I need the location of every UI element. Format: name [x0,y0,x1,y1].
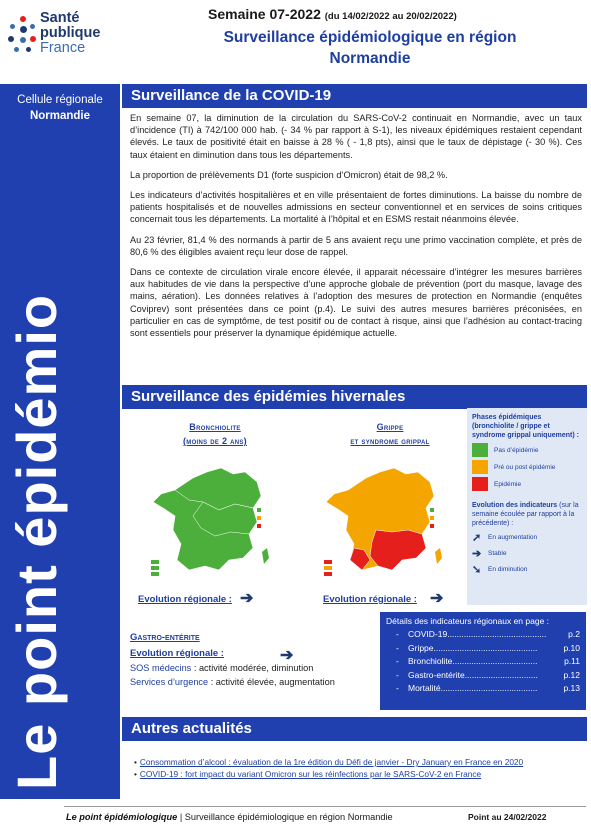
logo-line3: France [40,40,86,56]
footer-subtitle: | Surveillance épidémiologique en région Normandie [177,812,393,822]
logo-line2: publique [40,25,101,41]
details-row[interactable]: - Mortalité......................................... p.13 [386,682,580,696]
winter-section-heading: Surveillance des épidémies hivernales [122,385,587,409]
bronchiolite-title-line1: Bronchiolite [189,422,241,432]
details-row-name: Grippe............................................ [408,642,538,653]
details-heading: Détails des indicateurs régionaux en page : [386,616,550,626]
stable-arrow-icon: ➔ [430,590,444,607]
urgences-value: : activité élevée, augmentation [208,677,335,687]
legend-label: Pré ou post épidémie [494,463,556,471]
news-list [134,756,584,780]
legend-label: Pas d’épidémie [494,446,539,454]
week-dates: (du 14/02/2022 au 20/02/2022) [324,11,457,22]
page-title [150,27,590,69]
news-link[interactable]: • COVID-19 : fort impact du variant Omicron sur les réinfections par le SARS-CoV-2 en France [134,768,584,780]
legend-label: Stable [488,550,507,557]
details-row-name: Mortalité......................................... [408,683,538,693]
stable-arrow-icon: ➔ [472,548,482,560]
covid-paragraph: La proportion de prélèvements D1 (forte suspicion d’Omicron) était de 98,2 %. [130,169,448,180]
bronchiolite-title-line2: (moins de 2 ans) [183,436,247,446]
details-row[interactable]: - COVID-19.......................................... p.2 [386,628,580,642]
red-swatch [472,477,488,491]
details-row[interactable]: - Gastro-entérite............................... p.12 [386,669,580,683]
covid-paragraph: En semaine 07, la diminution de la circulation du SARS-CoV-2 continuait en Normandie, avec un taux d’incidence (TI) à 742/100 000 hab. (- 34 % par rapport à S-1), les niveaux épidémiques restaient cependant élevés. Le taux de positivité était en baisse à 28 % ( - 1,8 pts), ainsi que le taux de dépistage (- 30 %). Ces taux étaient en diminution dans tous les départements. [130,113,582,160]
bronchiolite-france-map [145,460,275,580]
cell-label-line1: Cellule régionale [17,94,103,106]
grippe-evolution: Evolution régionale : [323,594,417,605]
details-row-page: p.2 [568,629,580,639]
details-row[interactable]: - Bronchiolite.................................... p.11 [386,655,580,669]
details-row-name: Gastro-entérite............................... [408,669,538,680]
gastro-sos-line [130,661,370,675]
legend-label: Epidémie [494,480,522,488]
news-link[interactable]: • Consommation d’alcool : évaluation de la 1re édition du Défi de janvier - Dry January en France en 2020 [134,756,584,768]
increase-arrow-icon: ➚ [472,532,482,544]
grippe-france-map [318,460,448,580]
gastro-evolution: Evolution régionale : [130,648,224,659]
legend-row [472,531,582,544]
cell-label [0,92,120,124]
covid-section-heading: Surveillance de la COVID-19 [122,84,587,108]
gastro-urgences-line [130,675,370,689]
sos-value: : activité modérée, diminution [191,663,314,673]
footer-brand: Le point épidémiologique [66,812,178,822]
covid-paragraph: Au 23 février, 81,4 % des normands à partir de 5 ans avaient reçu une primo vaccination complète, et près de 80,6 % des éligibles avaient reçu leur dose de rappel. [130,234,582,257]
decrease-arrow-icon: ➘ [472,564,482,576]
news-section-heading: Autres actualités [122,717,587,741]
map-legend [467,408,587,605]
details-row[interactable]: - Grippe............................................ p.10 [386,642,580,656]
grippe-title [330,420,450,448]
urgences-label: Services d’urgence [130,677,209,687]
logo-line1: Santé [40,10,80,26]
stable-arrow-icon: ➔ [280,647,294,664]
covid-body [130,112,582,347]
logo-dots-icon [8,16,38,56]
footer-date: Point au 24/02/2022 [468,812,547,822]
covid-paragraph: Dans ce contexte de circulation virale encore élevée, il apparait nécessaire d’intégrer les mesures barrières aux habitudes de vie dans la perspective d’une approche globale de prévention (port du masque, lavage des mains, aération). Les données relatives à l’adoption des mesures de protection en Normandie (enquêtes Coviprev) sont présentées dans ce point (p.4). Le suivi des autres mesures barrières préconisées, en particulier en cas de symptôme, de test positif ou de contact à risque, ainsi que l’adhésion au contact-tracing sont essentiels pour préserver la dynamique épidémique actuelle. [130,267,582,339]
details-row-page: p.11 [564,656,580,666]
details-row-name: Bronchiolite.................................... [408,656,538,666]
phases-note: (bronchiolite / grippe et syndrome grippal uniquement) : [472,423,579,439]
bronchiolite-title [155,420,275,448]
cell-label-line2: Normandie [29,110,91,122]
gastro-title: Gastro-entérite [130,632,200,643]
green-swatch [472,443,488,457]
footer-divider [64,806,586,807]
vertical-title: Le point épidémio [5,293,68,790]
details-row-name: COVID-19.......................................... [408,629,547,639]
evolution-legend-title [472,501,582,528]
page-title-line2: Normandie [329,50,411,67]
legend-label: En augmentation [488,534,538,541]
legend-row [472,460,582,474]
evo-title: Evolution des indicateurs [472,502,558,509]
grippe-title-line1: Grippe [376,422,404,432]
stable-arrow-icon: ➔ [240,590,254,607]
gastro-block [130,632,370,689]
grippe-title-line2: et syndrome grippal [350,436,430,446]
details-box [380,612,586,710]
week-label: Semaine 07-2022 [208,6,321,22]
legend-row [472,563,582,576]
footer-left [66,812,393,822]
header-week [208,6,578,22]
sante-publique-logo [8,8,123,70]
evo-note: (sur la semaine écoulée par rapport à la précédente) : [472,502,579,527]
details-row-page: p.10 [563,642,580,653]
sos-label: SOS médecins [130,663,192,673]
covid-paragraph: Les indicateurs d’activités hospitalières et en ville présentaient de fortes diminutions. La baisse du nombre de patients hospitalisés et de nouvelles admissions en secteur conventionnel et en services de soins critiques concernait tous les départements. La mortalité à l’hôpital et en ESMS restait néanmoins élevée. [130,190,582,225]
details-row-page: p.13 [563,683,580,693]
legend-row [472,547,582,560]
phases-title: Phases épidémiques [472,414,542,421]
details-row-page: p.12 [563,669,580,680]
bronchiolite-evolution: Evolution régionale : [138,594,232,605]
phases-legend-title [472,413,582,440]
page-title-line1: Surveillance épidémiologique en région [223,29,517,46]
legend-label: En diminution [488,566,528,573]
orange-swatch [472,460,488,474]
legend-row [472,443,582,457]
legend-row [472,477,582,491]
